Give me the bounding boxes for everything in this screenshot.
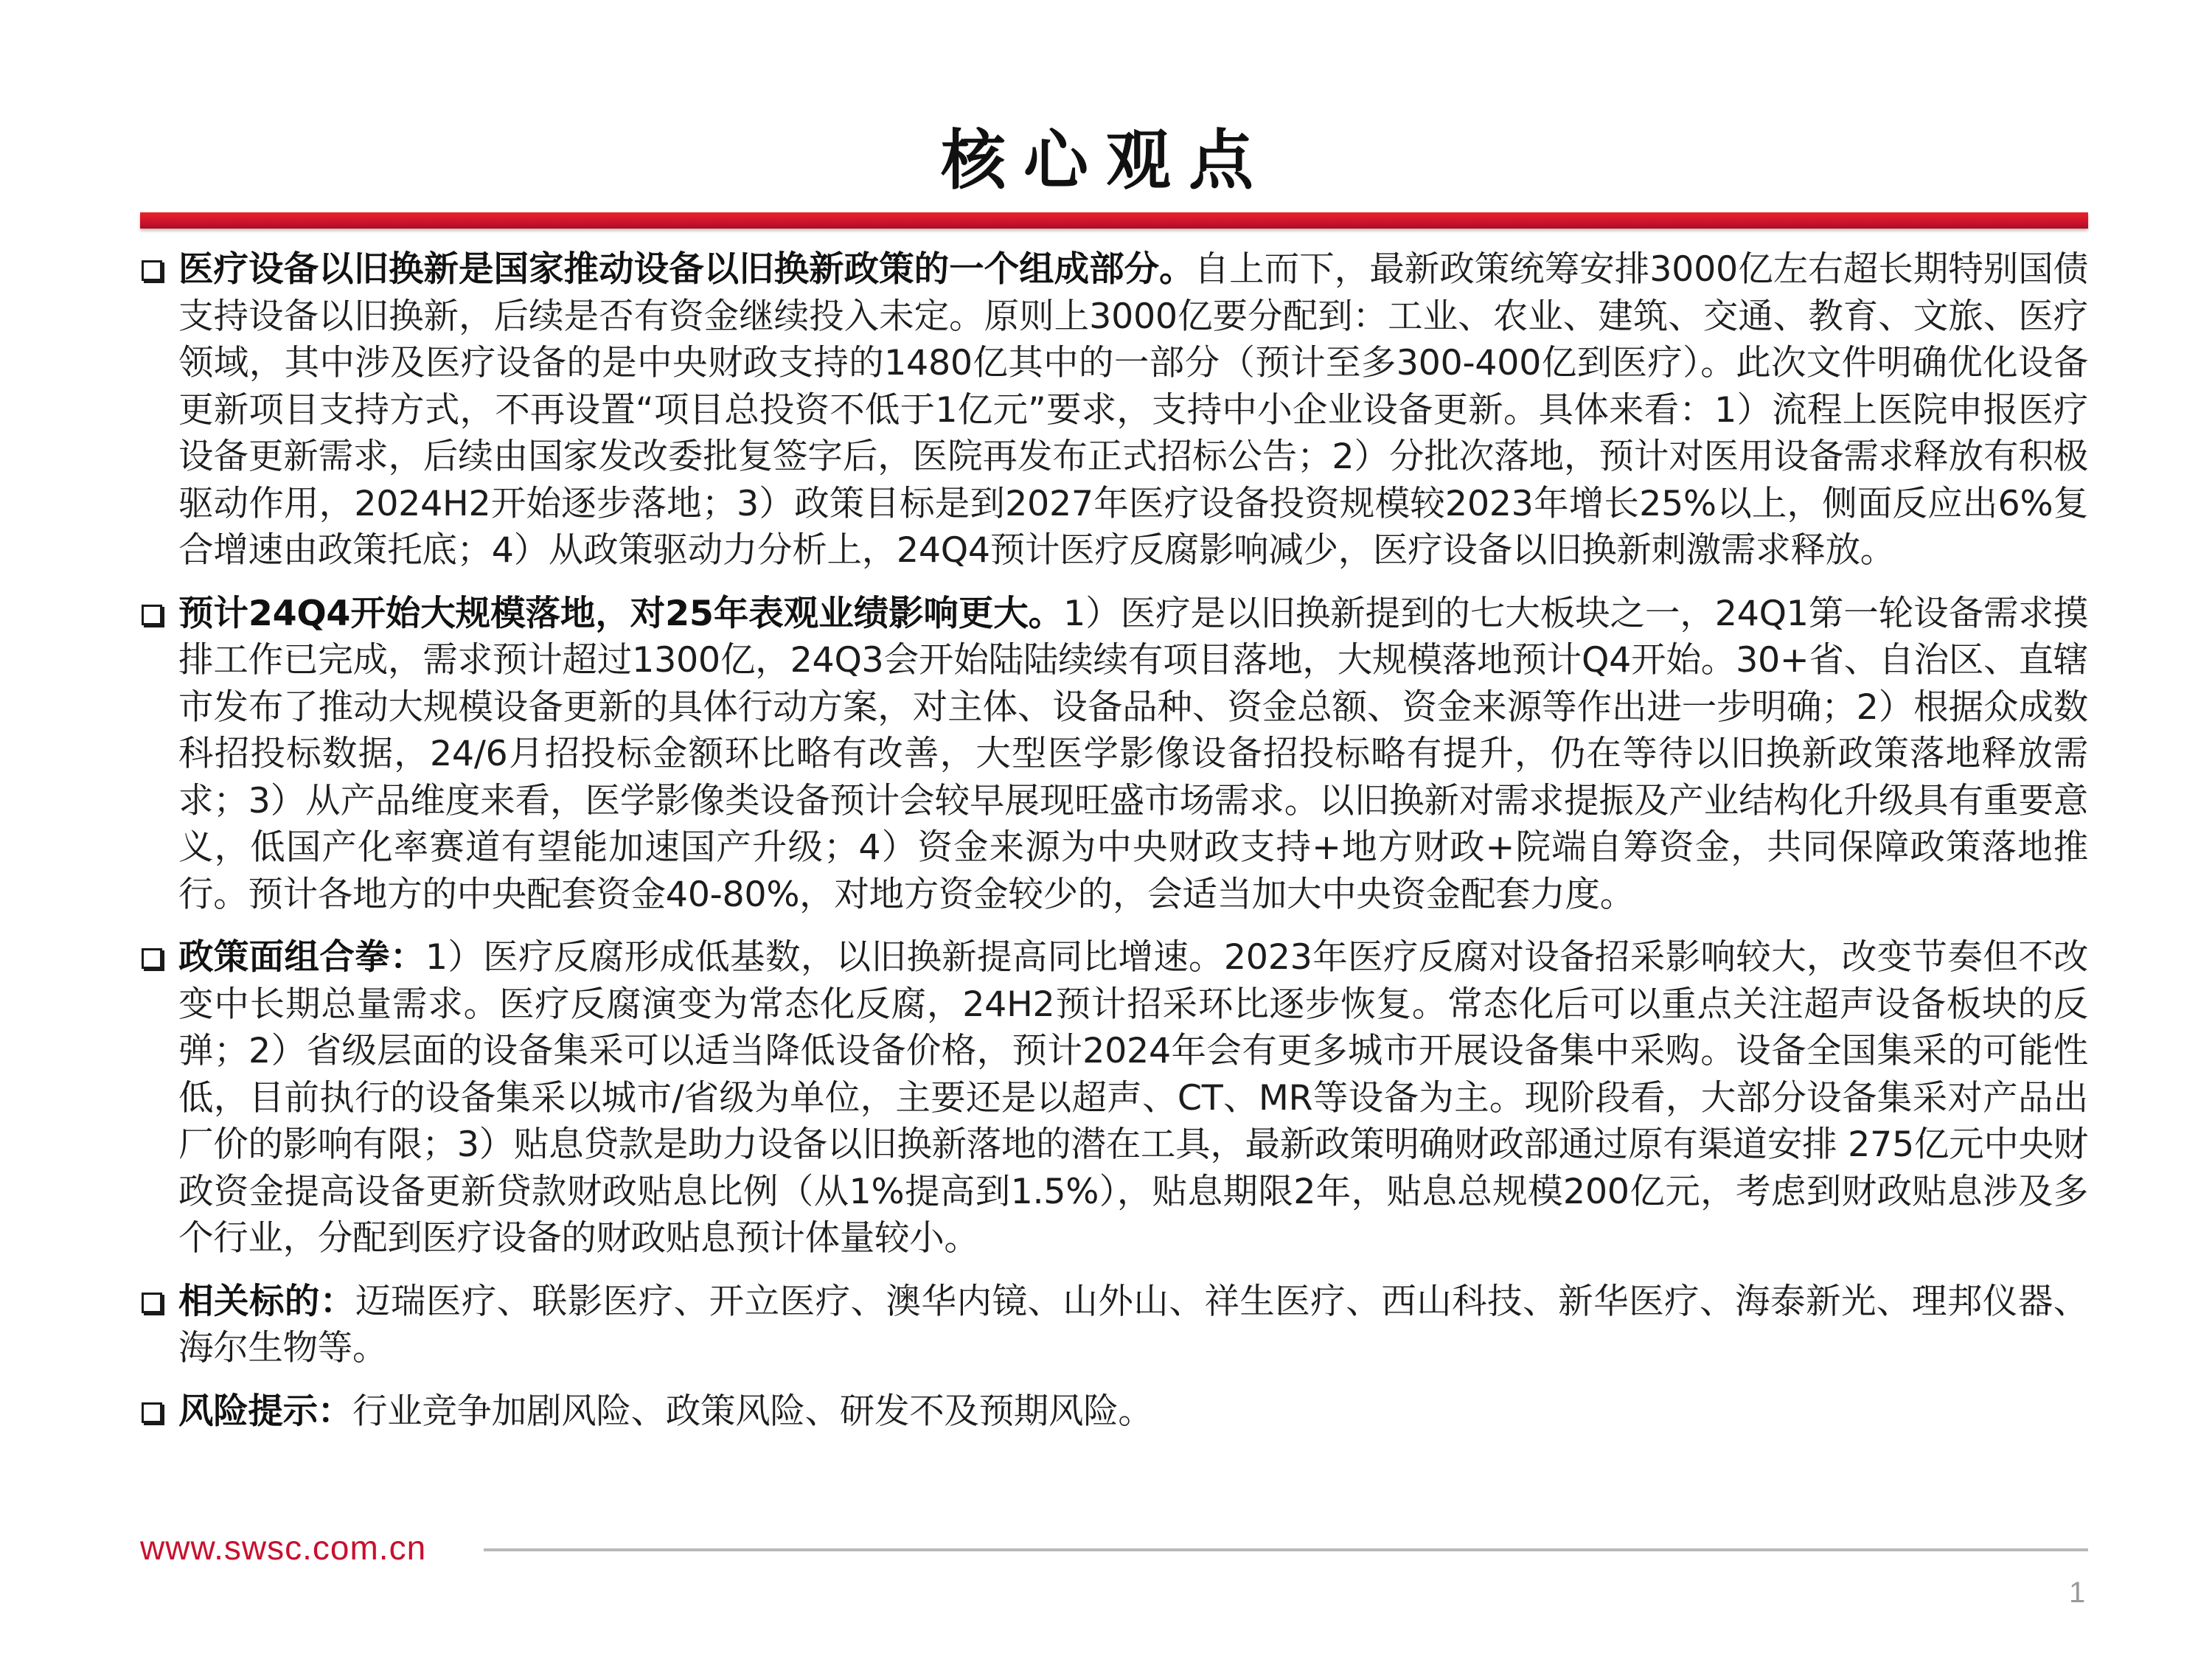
key-point-related-stocks: [139, 1279, 2088, 1372]
checkbox-bullet-icon: [142, 1293, 162, 1313]
key-point-policy-background: [139, 246, 2088, 574]
key-point-heading: 预计24Q4开始大规模落地，对25年表观业绩影响更大。: [178, 593, 1064, 634]
title-divider-bar: [140, 212, 2088, 229]
page-title: 核心观点: [940, 122, 1271, 198]
key-point-body: 1）医疗是以旧换新提到的七大板块之一，24Q1第一轮设备需求摸排工作已完成，需求预计超过1300亿，24Q3会开始陆陆续续有项目落地，大规模落地预计Q4开始。30+省、自治区、直辖市发布了推动大规模设备更新的具体行动方案，对主体、设备品种、资金总额、资金来源等作出进一步明确；2）根据众成数科招投标数据，24/6月招投标金额环比略有改善，大型医学影像设备招投标略有提升，仍在等待以旧换新政策落地释放需求；3）从产品维度来看，医学影像类设备预计会较早展现旺盛市场需求。以旧换新对需求提振及产业结构化升级具有重要意义，低国产化率赛道有望能加速国产升级；4）资金来源为中央财政支持+地方财政+院端自筹资金，共同保障政策落地推行。预计各地方的中央配套资金40-80%，对地方资金较少的，会适当加大中央资金配套力度。: [178, 593, 2088, 915]
footer-website-link[interactable]: www.swsc.com.cn: [140, 1528, 427, 1567]
key-point-heading: 政策面组合拳：: [178, 937, 425, 978]
checkbox-bullet-icon: [142, 260, 162, 281]
key-point-policy-combination: [139, 934, 2088, 1262]
key-point-heading: 相关标的：: [178, 1281, 355, 1322]
footer-divider: [484, 1548, 2088, 1551]
key-point-heading: 医疗设备以旧换新是国家推动设备以旧换新政策的一个组成部分。: [178, 249, 1194, 290]
key-point-body: 自上而下，最新政策统筹安排3000亿左右超长期特别国债支持设备以旧换新，后续是否有资金继续投入未定。原则上3000亿要分配到：工业、农业、建筑、交通、教育、文旅、医疗领域，其中涉及医疗设备的是中央财政支持的1480亿其中的一部分（预计至多300-400亿到医疗）。此次文件明确优化设备更新项目支持方式，不再设置“项目总投资不低于1亿元”要求，支持中小企业设备更新。具体来看：1）流程上医院申报医疗设备更新需求，后续由国家发改委批复签字后，医院再发布正式招标公告；2）分批次落地，预计对医用设备需求释放有积极驱动作用，2024H2开始逐步落地；3）政策目标是到2027年医疗设备投资规模较2023年增长25%以上，侧面反应出6%复合增速由政策托底；4）从政策驱动力分析上，24Q4预计医疗反腐影响减少，医疗设备以旧换新刺激需求释放。: [178, 249, 2088, 571]
key-points-list: [139, 246, 2088, 1435]
checkbox-bullet-icon: [142, 605, 162, 625]
key-point-heading: 风险提示：: [178, 1391, 352, 1432]
key-point-risk-warning: [139, 1388, 2088, 1436]
key-point-body: 迈瑞医疗、联影医疗、开立医疗、澳华内镜、山外山、祥生医疗、西山科技、新华医疗、海泰新光、理邦仪器、海尔生物等。: [178, 1281, 2089, 1368]
page-number: 1: [2069, 1576, 2086, 1609]
checkbox-bullet-icon: [142, 1402, 162, 1423]
key-point-rollout-timing: [139, 591, 2088, 919]
key-point-body: 行业竞争加剧风险、政策风险、研发不及预期风险。: [352, 1391, 1153, 1432]
key-point-body: 1）医疗反腐形成低基数，以旧换新提高同比增速。2023年医疗反腐对设备招采影响较大，改变节奏但不改变中长期总量需求。医疗反腐演变为常态化反腐，24H2预计招采环比逐步恢复。常态化后可以重点关注超声设备板块的反弹；2）省级层面的设备集采可以适当降低设备价格，预计2024年会有更多城市开展设备集中采购。设备全国集采的可能性低，目前执行的设备集采以城市/省级为单位，主要还是以超声、CT、MR等设备为主。现阶段看，大部分设备集采对产品出厂价的影响有限；3）贴息贷款是助力设备以旧换新落地的潜在工具，最新政策明确财政部通过原有渠道安排 275亿元中央财政资金提高设备更新贷款财政贴息比例（从1%提高到1.5%），贴息期限2年，贴息总规模200亿元，考虑到财政贴息涉及多个行业，分配到医疗设备的财政贴息预计体量较小。: [178, 937, 2088, 1259]
checkbox-bullet-icon: [142, 948, 162, 969]
